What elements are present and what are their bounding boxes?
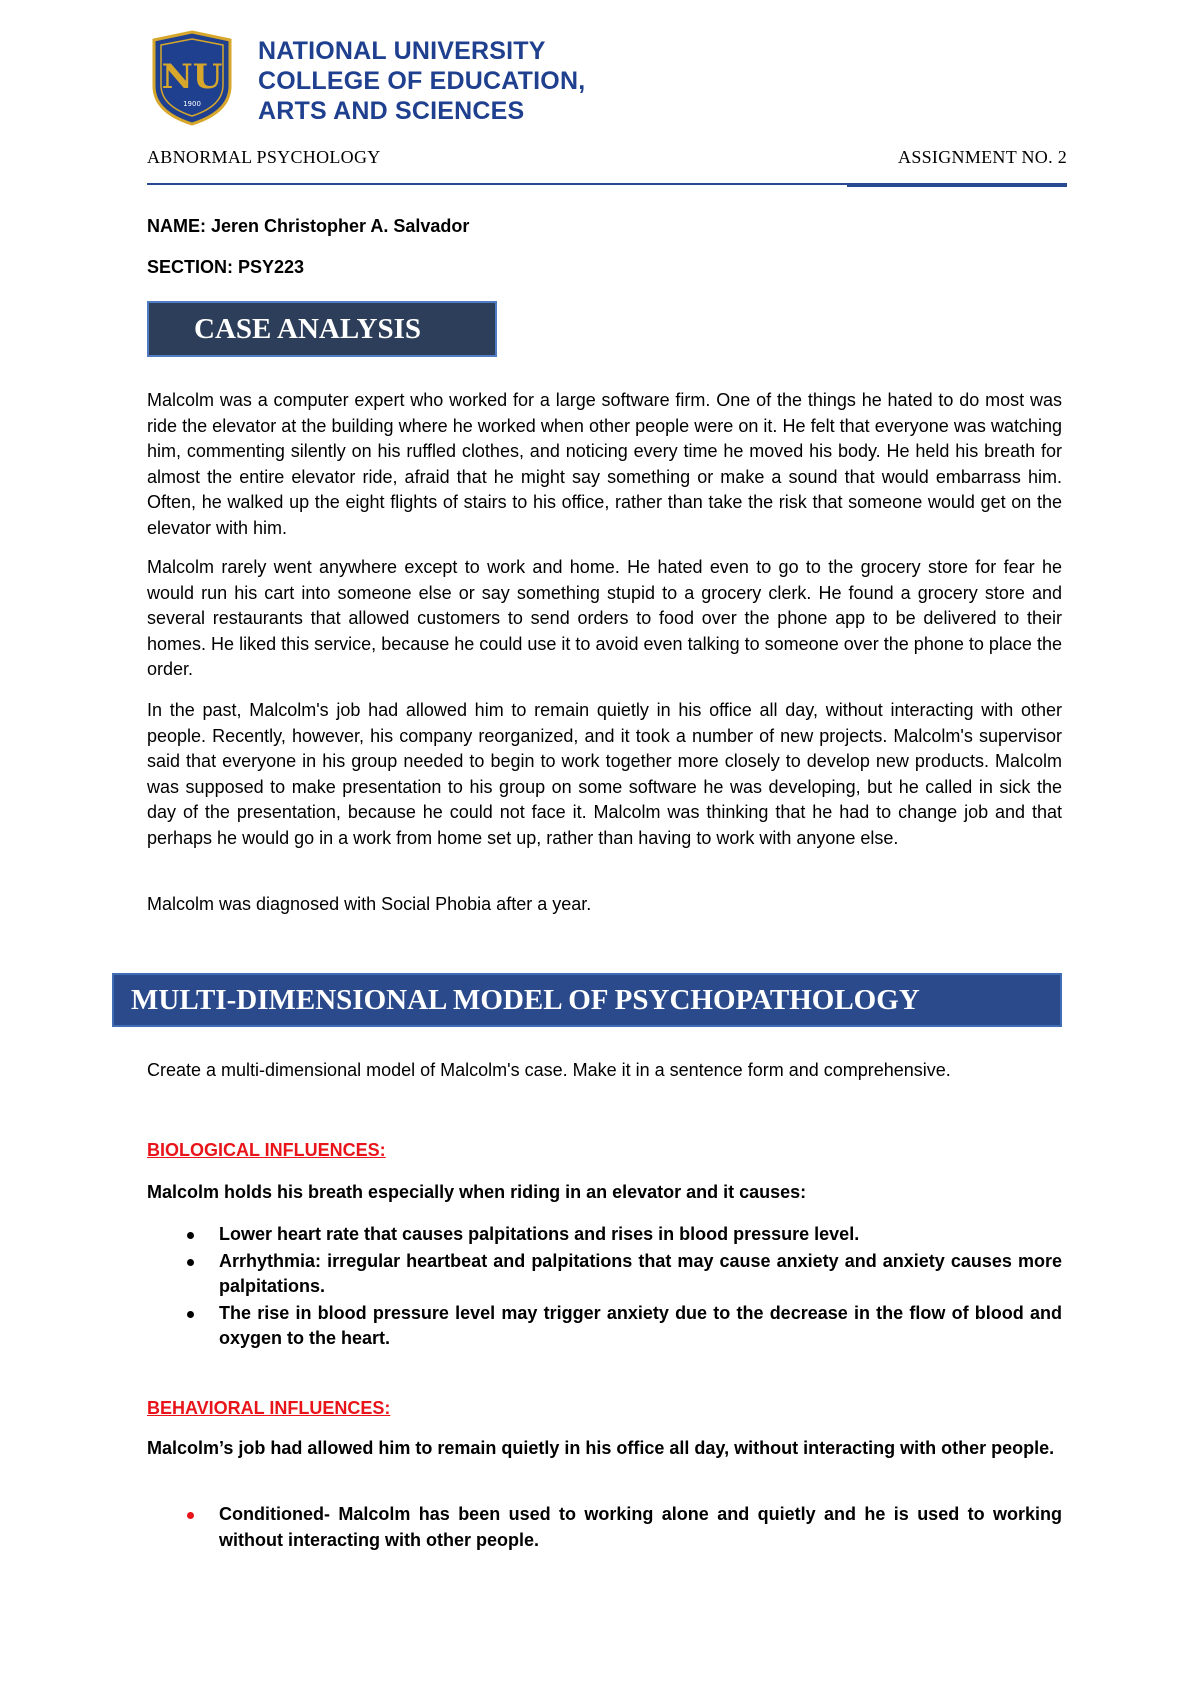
- student-section: SECTION: PSY223: [147, 257, 305, 277]
- bullet-text: Conditioned- Malcolm has been used to working alone and quietly and he is used to working without interacting with other people.: [219, 1504, 1062, 1550]
- model-instruction: Create a multi-dimensional model of Malcolm's case. Make it in a sentence form and comprehensive.: [147, 1060, 951, 1080]
- list-item: [147, 1222, 1062, 1248]
- university-logo: [150, 30, 234, 126]
- case-paragraph-1: Malcolm was a computer expert who worked for a large software firm. One of the things he hated to do most was ride the elevator at the building where he worked when other people were on it. He felt that everyone was watching him, commenting silently on his ruffled clothes, and noticing every time he moved his body. He held his breath for almost the entire elevator ride, afraid that he might say something or make a sound that would embarrass him. Often, he walked up the eight flights of stairs to his office, rather than take the risk that someone would get on the elevator with him.: [147, 390, 1062, 538]
- university-name: [258, 36, 585, 126]
- bullet-text: Lower heart rate that causes palpitations and rises in blood pressure level.: [219, 1224, 860, 1244]
- case-analysis-banner: CASE ANALYSIS: [147, 301, 497, 357]
- case-paragraph-4: Malcolm was diagnosed with Social Phobia after a year.: [147, 894, 592, 914]
- bullet-text: The rise in blood pressure level may trigger anxiety due to the decrease in the flow of blood and oxygen to the heart.: [219, 1302, 1062, 1348]
- shield-logo-icon: [150, 30, 234, 126]
- biological-bullet-list: [147, 1222, 1062, 1353]
- behavioral-heading: BEHAVIORAL INFLUENCES:: [147, 1398, 391, 1418]
- model-banner: MULTI-DIMENSIONAL MODEL OF PSYCHOPATHOLOGY: [112, 973, 1062, 1027]
- student-name: NAME: Jeren Christopher A. Salvador: [147, 216, 470, 236]
- bullet-icon: [187, 1232, 194, 1239]
- course-header-row: [147, 147, 1067, 171]
- biological-lead: Malcolm holds his breath especially when riding in an elevator and it causes:: [147, 1182, 807, 1202]
- bullet-icon: [187, 1259, 194, 1266]
- list-item: [147, 1301, 1062, 1352]
- list-item: [147, 1249, 1062, 1300]
- logo-monogram: NU: [161, 57, 223, 97]
- university-name-line-3: ARTS AND SCIENCES: [258, 97, 525, 125]
- behavioral-lead: Malcolm’s job had allowed him to remain quietly in his office all day, without interacting with other people.: [147, 1438, 1055, 1458]
- course-title: ABNORMAL PSYCHOLOGY: [147, 147, 381, 167]
- behavioral-bullet-list: [147, 1502, 1062, 1554]
- case-paragraph-2: Malcolm rarely went anywhere except to work and home. He hated even to go to the grocery store for fear he would run his cart into someone else or say something stupid to a grocery clerk. He found a grocery store and several restaurants that allowed customers to send orders to food over the phone app to be delivered to their homes. He liked this service, because he could use it to avoid even talking to someone over the phone to place the order.: [147, 557, 1062, 679]
- header-divider-accent: [847, 183, 1067, 187]
- bullet-text: Arrhythmia: irregular heartbeat and palpitations that may cause anxiety and anxiety causes more palpitations.: [219, 1250, 1062, 1296]
- biological-heading: BIOLOGICAL INFLUENCES:: [147, 1140, 386, 1160]
- logo-year: 1900: [183, 100, 201, 108]
- university-name-line-2: COLLEGE OF EDUCATION,: [258, 67, 586, 95]
- university-name-line-1: NATIONAL UNIVERSITY: [258, 37, 546, 65]
- case-paragraph-3: In the past, Malcolm's job had allowed him to remain quietly in his office all day, without interacting with other people. Recently, however, his company reorganized, and it took a number of new projects. Malcolm's supervisor said that everyone in his group needed to begin to work together more closely to develop new products. Malcolm was supposed to make presentation to his group on some software he was developing, but he called in sick the day of the presentation, because he could not face it. Malcolm was thinking that he had to change job and that perhaps he would go in a work from home set up, rather than having to work with anyone else.: [147, 700, 1062, 848]
- bullet-icon: [187, 1311, 194, 1318]
- list-item: [147, 1502, 1062, 1553]
- bullet-icon: [187, 1512, 194, 1519]
- assignment-number: ASSIGNMENT NO. 2: [898, 147, 1067, 167]
